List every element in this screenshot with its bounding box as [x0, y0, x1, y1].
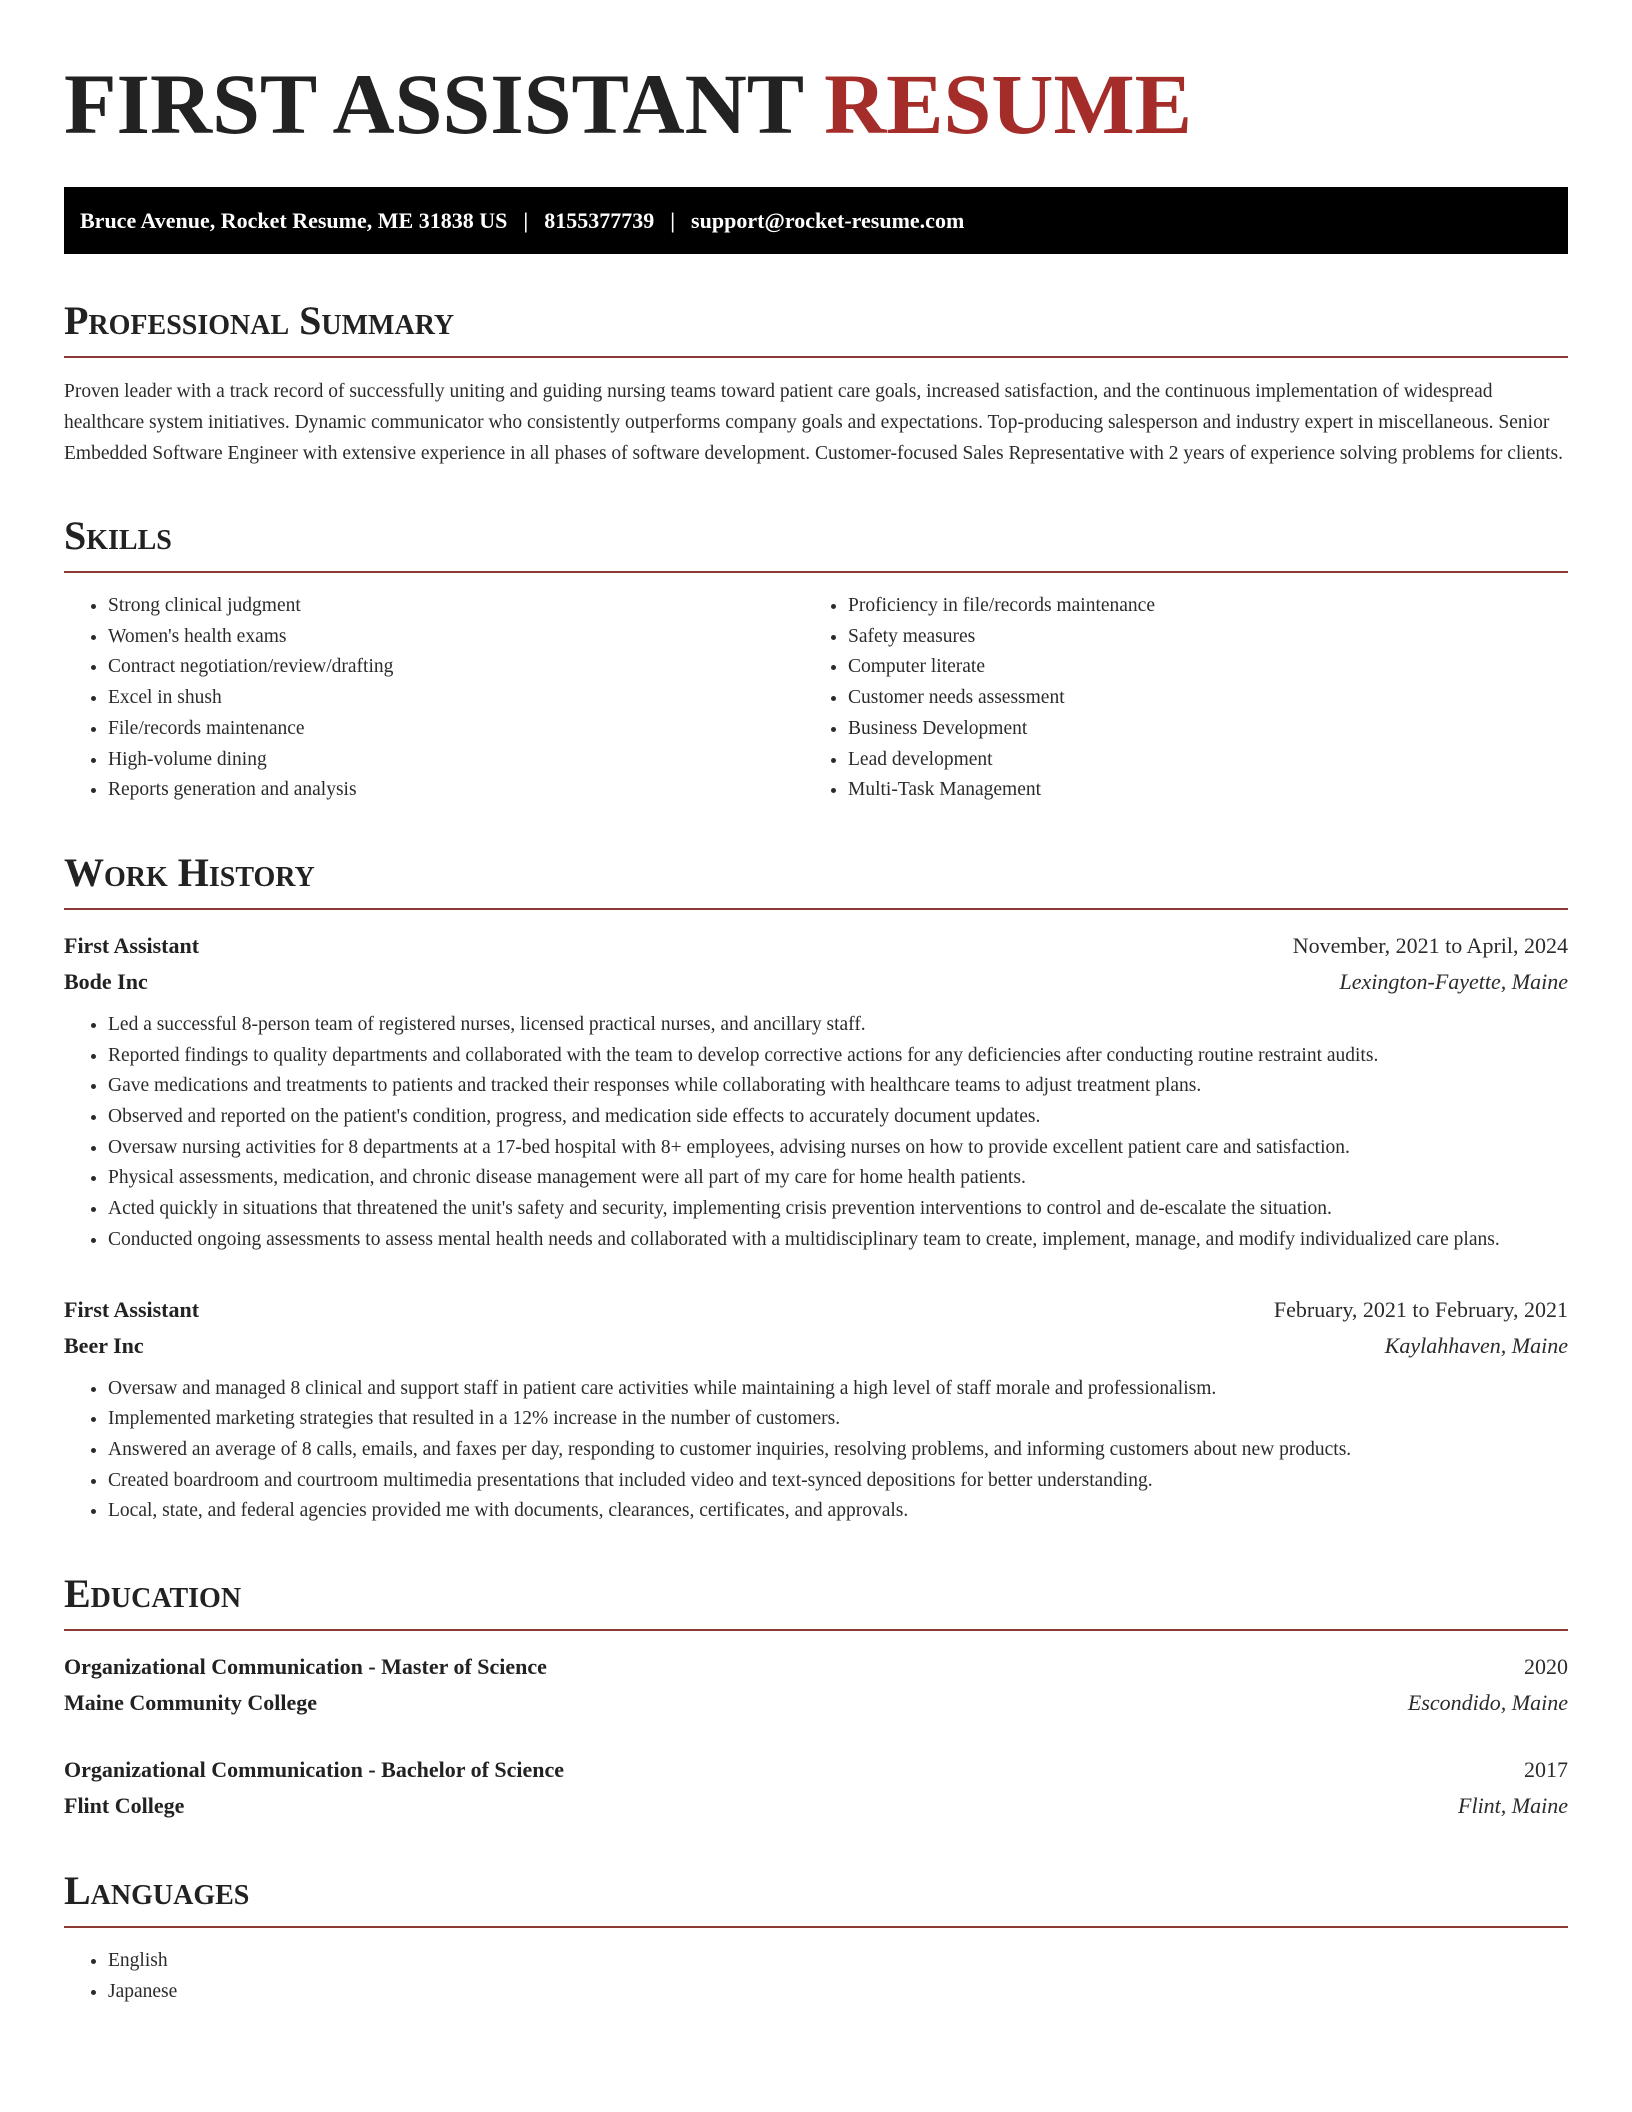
education-degree-row: [64, 1649, 1568, 1685]
job-location: Kaylahhaven, Maine: [1384, 1332, 1568, 1358]
skill-item: • Reports generation and analysis: [108, 775, 804, 806]
section-heading: Professional Summary: [64, 300, 1568, 358]
skills-section: [64, 515, 1568, 806]
skills-list-left: [64, 591, 804, 806]
job-company: Bode Inc: [64, 968, 148, 994]
job-bullet: • Created boardroom and courtroom multimedia presentations that included video and text-synced depositions for better understanding.: [108, 1466, 1568, 1497]
job-company: Beer Inc: [64, 1332, 144, 1358]
job-bullet: • Implemented marketing strategies that resulted in a 12% increase in the number of customers.: [108, 1404, 1568, 1435]
education-location: Flint, Maine: [1458, 1793, 1568, 1819]
skill-item: • Lead development: [848, 745, 1544, 776]
contact-separator: |: [670, 207, 676, 233]
title-accent: RESUME: [824, 56, 1192, 152]
job-bullet: • Reported findings to quality departments and collaborated with the team to develop corrective actions for any deficiencies after conducting routine restraint audits.: [108, 1041, 1568, 1072]
job-dates: November, 2021 to April, 2024: [1292, 932, 1568, 958]
skill-item: • Safety measures: [848, 622, 1544, 653]
skill-item: • File/records maintenance: [108, 714, 804, 745]
job-dates: February, 2021 to February, 2021: [1273, 1296, 1568, 1322]
job-bullet: • Gave medications and treatments to patients and tracked their responses while collaborating with healthcare teams to adjust treatment plans.: [108, 1071, 1568, 1102]
skill-item: • Business Development: [848, 714, 1544, 745]
section-heading: Skills: [64, 515, 1568, 573]
job-bullet: • Oversaw nursing activities for 8 departments at a 17-bed hospital with 8+ employees, advising nurses on how to provide excellent patient care and satisfaction.: [108, 1133, 1568, 1164]
education-degree: Organizational Communication - Bachelor of Science: [64, 1757, 565, 1783]
language-item: • English: [108, 1946, 1568, 1977]
contact-bar: [64, 187, 1568, 254]
education-school: Maine Community College: [64, 1690, 317, 1716]
job-location: Lexington-Fayette, Maine: [1339, 968, 1568, 994]
languages-list: [64, 1946, 1568, 2007]
education-school: Flint College: [64, 1793, 185, 1819]
skills-list-right: [804, 591, 1544, 806]
job-company-row: [64, 1328, 1568, 1364]
skill-item: • Women's health exams: [108, 622, 804, 653]
education-year: 2020: [1524, 1654, 1568, 1680]
section-heading: Languages: [64, 1870, 1568, 1928]
contact-address: Bruce Avenue, Rocket Resume, ME 31838 US: [80, 207, 508, 233]
section-heading: Work History: [64, 852, 1568, 910]
job-bullet: • Led a successful 8-person team of registered nurses, licensed practical nurses, and ancillary staff.: [108, 1010, 1568, 1041]
skill-item: • Multi-Task Management: [848, 775, 1544, 806]
job-bullet: • Observed and reported on the patient's condition, progress, and medication side effects to accurately document updates.: [108, 1102, 1568, 1133]
languages-section: [64, 1870, 1568, 2007]
section-heading: Education: [64, 1573, 1568, 1631]
job-entry: [64, 928, 1568, 1256]
skills-columns: [64, 591, 1568, 806]
job-company-row: [64, 964, 1568, 1000]
job-header-row: [64, 928, 1568, 964]
education-school-row: [64, 1788, 1568, 1824]
education-year: 2017: [1524, 1757, 1568, 1783]
education-entry: [64, 1649, 1568, 1721]
job-bullet: • Oversaw and managed 8 clinical and support staff in patient care activities while maintaining a high level of staff morale and professionalism.: [108, 1374, 1568, 1405]
job-entry: [64, 1292, 1568, 1528]
education-degree: Organizational Communication - Master of Science: [64, 1654, 547, 1680]
job-bullet: • Answered an average of 8 calls, emails, and faxes per day, responding to customer inquiries, resolving problems, and informing customers about new products.: [108, 1435, 1568, 1466]
job-header-row: [64, 1292, 1568, 1328]
job-bullet: • Conducted ongoing assessments to assess mental health needs and collaborated with a multidisciplinary team to create, implement, manage, and modify individualized care plans.: [108, 1225, 1568, 1256]
summary-section: [64, 300, 1568, 469]
skill-item: • Customer needs assessment: [848, 683, 1544, 714]
contact-phone: 8155377739: [544, 207, 655, 233]
contact-email: support@rocket-resume.com: [691, 207, 965, 233]
education-school-row: [64, 1685, 1568, 1721]
job-bullet: • Physical assessments, medication, and chronic disease management were all part of my care for home health patients.: [108, 1163, 1568, 1194]
work-history-section: [64, 849, 1568, 1527]
education-entry: [64, 1752, 1568, 1824]
job-bullets: [64, 1010, 1568, 1256]
summary-text: Proven leader with a track record of successfully uniting and guiding nursing teams toward patient care goals, increased satisfaction, and the continuous implementation of widespread healthcare system initiatives. Dynamic communicator who consistently outperforms company goals and expectations. Top-producing salesperson and industry expert in miscellaneous. Senior Embedded Software Engineer with extensive experience in all phases of software development. Customer-focused Sales Representative with 2 years of experience solving problems for clients.: [64, 381, 1564, 464]
education-location: Escondido, Maine: [1407, 1690, 1568, 1716]
education-section: [64, 1573, 1568, 1824]
job-title: First Assistant: [64, 932, 200, 958]
skill-item: • Proficiency in file/records maintenance: [848, 591, 1544, 622]
skill-item: • Excel in shush: [108, 683, 804, 714]
job-bullet: • Acted quickly in situations that threatened the unit's safety and security, implementing crisis prevention interventions to control and de-escalate the situation.: [108, 1194, 1568, 1225]
job-title: First Assistant: [64, 1296, 200, 1322]
skill-item: • Computer literate: [848, 652, 1544, 683]
job-bullet: • Local, state, and federal agencies provided me with documents, clearances, certificates, and approvals.: [108, 1496, 1568, 1527]
skill-item: • Strong clinical judgment: [108, 591, 804, 622]
skill-item: • High-volume dining: [108, 745, 804, 776]
language-item: • Japanese: [108, 1977, 1568, 2008]
skill-item: • Contract negotiation/review/drafting: [108, 652, 804, 683]
education-degree-row: [64, 1752, 1568, 1788]
resume-title: [64, 56, 1568, 152]
job-bullets: [64, 1374, 1568, 1528]
title-main: FIRST ASSISTANT: [64, 56, 803, 152]
contact-separator: |: [523, 207, 529, 233]
